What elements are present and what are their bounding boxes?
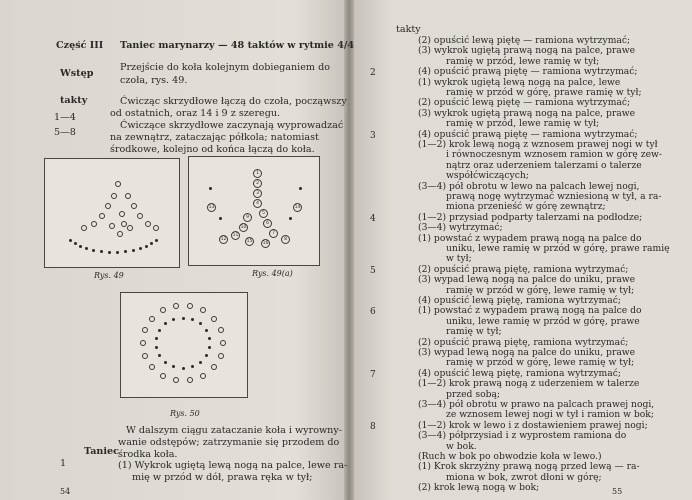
- inner-dot: [191, 365, 194, 368]
- para-line-2: od ostatnich, oraz 14 i 9 z szeregu.: [110, 108, 281, 119]
- right-text-line: (1—2) krok lewą nogą z wznosem prawej nogi w tył: [418, 139, 658, 150]
- dancer-circle: [153, 225, 159, 231]
- inner-dot: [182, 317, 185, 320]
- dancer-circle: [140, 340, 146, 346]
- dancer-circle: [173, 303, 179, 309]
- right-bar-number: 7: [370, 369, 376, 380]
- dancer-circle: [127, 225, 133, 231]
- right-text-line: (2) opuścić lewą piętę — ramiona wytrzymać;: [418, 35, 631, 46]
- right-bar-number: 5: [370, 265, 376, 276]
- para-line-1: Ćwicząc skrzydłowe łączą do czoła, począwszy: [120, 96, 347, 107]
- book-gutter: [344, 0, 354, 500]
- path-dot: [155, 239, 158, 242]
- right-text-line: (4) opuścić lewą piętę, ramiona wytrzymać;: [418, 295, 621, 306]
- right-text-line: ramię w przód w górę, lewe ramię w tył;: [446, 284, 635, 296]
- dancer-circle: [117, 231, 123, 237]
- right-text-line: ramię w tył;: [446, 326, 502, 338]
- marker-dot: [289, 217, 292, 220]
- inner-dot: [191, 318, 194, 321]
- inner-dot: [172, 318, 175, 321]
- inner-dot: [205, 329, 208, 332]
- inner-dot: [208, 337, 211, 340]
- right-text-line: uniku, lewe ramię w przód w górę, prawe: [446, 315, 640, 327]
- dancer-circle: [105, 203, 111, 209]
- taniec-label: Taniec: [84, 446, 120, 457]
- right-text-line: (3) wykrok ugiętą prawą nogą na palce, prawe: [418, 45, 636, 57]
- dancer-number-circle: 2: [253, 179, 262, 188]
- marker-dot: [209, 187, 212, 190]
- right-text-line: (2) opuścić prawą piętę, ramiona wytrzymać;: [418, 263, 629, 275]
- page-number-right: 55: [612, 487, 623, 496]
- right-text-line: w tył;: [446, 253, 472, 265]
- dancer-circle: [145, 221, 151, 227]
- dancer-circle: [220, 340, 226, 346]
- takty-label: takty: [60, 95, 88, 106]
- dancer-circle: [211, 316, 217, 322]
- para2-line-1: W dalszym ciągu zataczanie koła i wyrowny-: [126, 425, 343, 436]
- right-text-line: (3) wykrok ugiętą prawą nogą na palce, prawe: [418, 107, 636, 119]
- inner-dot: [182, 367, 185, 370]
- right-bar-number: 2: [370, 68, 376, 79]
- right-text-line: ramię w przód, lewe ramię w tył;: [446, 55, 600, 67]
- dancer-circle: [218, 353, 224, 359]
- right-text-line: (1) powstać z wypadem prawą nogą na palce do: [418, 232, 642, 244]
- path-dot: [100, 250, 103, 253]
- right-text-line: (1—2) krok w lewo i z dostawieniem prawej nogi;: [418, 419, 648, 431]
- dancer-number-circle: 5: [259, 209, 268, 218]
- right-text-line: (4) opuścić prawą piętę — ramiona wytrzymać;: [418, 66, 638, 78]
- dancer-circle: [160, 373, 166, 379]
- right-text-line: (Ruch w bok po obwodzie koła w lewo.): [418, 451, 602, 462]
- right-text-line: (3) wypad lewą nogą na palce do uniku, prawe: [418, 274, 636, 286]
- right-text-line: (1) powstać z wypadem prawą nogą na palce do: [418, 305, 642, 317]
- right-text-line: (3—4) pół obrotu w lewo na palcach lewej nogi,: [418, 180, 640, 192]
- dancer-circle: [115, 181, 121, 187]
- para-line-5: środkowe, kolejno od końca łączą do koła.: [110, 144, 315, 155]
- right-text-line: prawą nogę wytrzymać wzniesioną w tył, a ra-: [446, 191, 662, 202]
- right-bar-number: 4: [370, 213, 376, 224]
- right-text-line: (1—2) krok prawą nogą z uderzeniem w talerze: [418, 378, 640, 390]
- path-dot: [108, 251, 111, 254]
- right-text-line: w bok.: [446, 440, 477, 452]
- inner-dot: [158, 354, 161, 357]
- wstep-line-2: czoła, rys. 49.: [120, 75, 188, 86]
- right-text-line: (4) opuścić prawą piętę — ramiona wytrzymać;: [418, 128, 638, 140]
- dancer-number-circle: 15: [246, 239, 253, 244]
- dancer-circle: [200, 307, 206, 313]
- dancer-circle: [211, 364, 217, 370]
- right-text-line: ramię w przód w górę, prawe ramię w tył;: [446, 87, 642, 98]
- right-text-line: (1) wykrok ugiętą lewą nogą na palce, lewe: [418, 76, 621, 88]
- right-text-line: (4) opuścić lewą piętę, ramiona wytrzymać;: [418, 367, 621, 379]
- taniec-line-1: (1) Wykrok ugiętą lewą nogą na palce, lewe ra-: [118, 460, 348, 471]
- dancer-number-circle: 13: [208, 205, 215, 210]
- right-text-line: i równoczesnym wznosem ramion w górę zew-: [446, 149, 662, 161]
- dancer-circle: [142, 353, 148, 359]
- right-text-line: nątrz oraz uderzeniem talerzami o talerze: [446, 159, 642, 171]
- dancer-number-circle: 1: [253, 169, 262, 178]
- figure-49a: [188, 156, 320, 266]
- path-dot: [79, 245, 82, 248]
- path-dot: [74, 242, 77, 245]
- dancer-number-circle: 8: [281, 235, 290, 244]
- dancer-circle: [111, 193, 117, 199]
- right-text-line: (1) Krok skrzyżny prawą nogą przed lewą — ra-: [418, 461, 640, 473]
- inner-dot: [172, 365, 175, 368]
- inner-dot: [158, 329, 161, 332]
- right-text-line: (2) opuścić lewą piętę — ramiona wytrzymać;: [418, 97, 631, 109]
- takty-range-2: 5—8: [54, 127, 76, 138]
- dancer-number-circle: 3: [253, 189, 262, 198]
- right-text-line: (3—4) pół obrotu w prawo na palcach prawej nogi,: [418, 399, 655, 410]
- path-dot: [85, 247, 88, 250]
- right-bar-number: 3: [370, 130, 376, 141]
- dancer-circle: [99, 213, 105, 219]
- figure-50: [120, 292, 248, 398]
- dancer-circle: [218, 327, 224, 333]
- dancer-number-circle: 9: [243, 213, 252, 222]
- right-text-line: miona w bok, zwrot dłoni w górę;: [446, 471, 602, 483]
- figure-49: [44, 158, 180, 268]
- taniec-bar-number: 1: [60, 458, 67, 469]
- path-dot: [116, 251, 119, 254]
- right-bar-number: 6: [370, 307, 376, 318]
- path-dot: [124, 250, 127, 253]
- right-text-line: (1—2) przysiad podparty talerzami na podłodze;: [418, 211, 643, 223]
- dancer-number-circle: 4: [253, 199, 262, 208]
- right-text-line: przed sobą;: [446, 388, 501, 400]
- dancer-circle: [125, 193, 131, 199]
- inner-dot: [208, 346, 211, 349]
- dancer-number-circle: 14: [294, 205, 301, 210]
- right-text-line: (3—4) wytrzymać;: [418, 222, 503, 234]
- path-dot: [139, 247, 142, 250]
- right-text-line: (3—4) półprzysiad i z wyprostem ramiona do: [418, 430, 627, 442]
- inner-dot: [199, 361, 202, 364]
- dancer-circle: [200, 373, 206, 379]
- section-title: Taniec marynarzy — 48 taktów w rytmie 4/4: [120, 40, 355, 51]
- right-text-line: ramię w przód w górę, lewe ramię w tył;: [446, 357, 635, 369]
- right-text-line: (3) wypad lewą nogą na palce do uniku, prawe: [418, 347, 636, 358]
- para2-line-3: środka koła.: [118, 449, 178, 460]
- inner-dot: [205, 354, 208, 357]
- inner-dot: [164, 322, 167, 325]
- dancer-number-circle: 12: [220, 237, 227, 242]
- dancer-circle: [149, 364, 155, 370]
- right-text-line: ze wznosem lewej nogi w tył i ramion w bok;: [446, 409, 654, 421]
- figure-50-caption: Rys. 50: [170, 409, 200, 418]
- inner-dot: [199, 322, 202, 325]
- section-label: Część III: [56, 40, 104, 51]
- dancer-circle: [142, 327, 148, 333]
- inner-dot: [155, 337, 158, 340]
- figure-49-caption: Rys. 49: [94, 271, 124, 280]
- dancer-circle: [173, 377, 179, 383]
- takty-range-1: 1—4: [54, 112, 76, 123]
- right-text-line: ramię w przód, lewe ramię w tył;: [446, 118, 600, 130]
- dancer-number-circle: 7: [269, 229, 278, 238]
- figure-49a-caption: Rys. 49(a): [252, 269, 293, 278]
- dancer-circle: [119, 211, 125, 217]
- dancer-circle: [187, 377, 193, 383]
- right-text-line: współćwiczących;: [446, 170, 529, 182]
- para2-line-2: wanie odstępów; zatrzymanie się przodem do: [118, 437, 340, 448]
- right-bar-number: 8: [370, 421, 376, 432]
- dancer-circle: [149, 316, 155, 322]
- marker-dot: [299, 187, 302, 190]
- taniec-line-2: mię w przód w dół, prawa ręka w tył;: [132, 472, 313, 483]
- right-text-line: (2) opuścić prawą piętę, ramiona wytrzymać;: [418, 336, 629, 348]
- page-number-left: 54: [60, 487, 71, 496]
- right-text-line: (2) krok lewą nogą w bok;: [418, 482, 540, 494]
- dancer-number-circle: 16: [262, 241, 269, 246]
- dancer-circle: [137, 213, 143, 219]
- inner-dot: [164, 361, 167, 364]
- para-line-3: Ćwiczące skrzydłowe zaczynają wyprowadzać: [120, 120, 344, 131]
- path-dot: [69, 239, 72, 242]
- dancer-circle: [131, 203, 137, 209]
- right-text-line: miona przenieść w górę zewnątrz;: [446, 201, 606, 213]
- para-line-4: na zewnątrz, zataczając półkola; natomiast: [110, 132, 319, 143]
- right-header-takty: takty: [396, 24, 421, 35]
- wstep-label: Wstęp: [60, 68, 94, 79]
- dancer-number-circle: 10: [240, 225, 247, 230]
- path-dot: [145, 245, 148, 248]
- inner-dot: [155, 346, 158, 349]
- wstep-line-1: Przejście do koła kolejnym dobieganiem do: [120, 62, 330, 73]
- dancer-circle: [109, 223, 115, 229]
- dancer-circle: [160, 307, 166, 313]
- path-dot: [132, 249, 135, 252]
- dancer-circle: [91, 221, 97, 227]
- path-dot: [92, 249, 95, 252]
- dancer-circle: [187, 303, 193, 309]
- dancer-number-circle: 6: [263, 219, 272, 228]
- path-dot: [150, 242, 153, 245]
- dancer-circle: [121, 221, 127, 227]
- marker-dot: [219, 217, 222, 220]
- dancer-circle: [81, 225, 87, 231]
- dancer-number-circle: 11: [232, 233, 239, 238]
- right-text-line: uniku, lewe ramię w przód w górę, prawe ramię: [446, 243, 670, 254]
